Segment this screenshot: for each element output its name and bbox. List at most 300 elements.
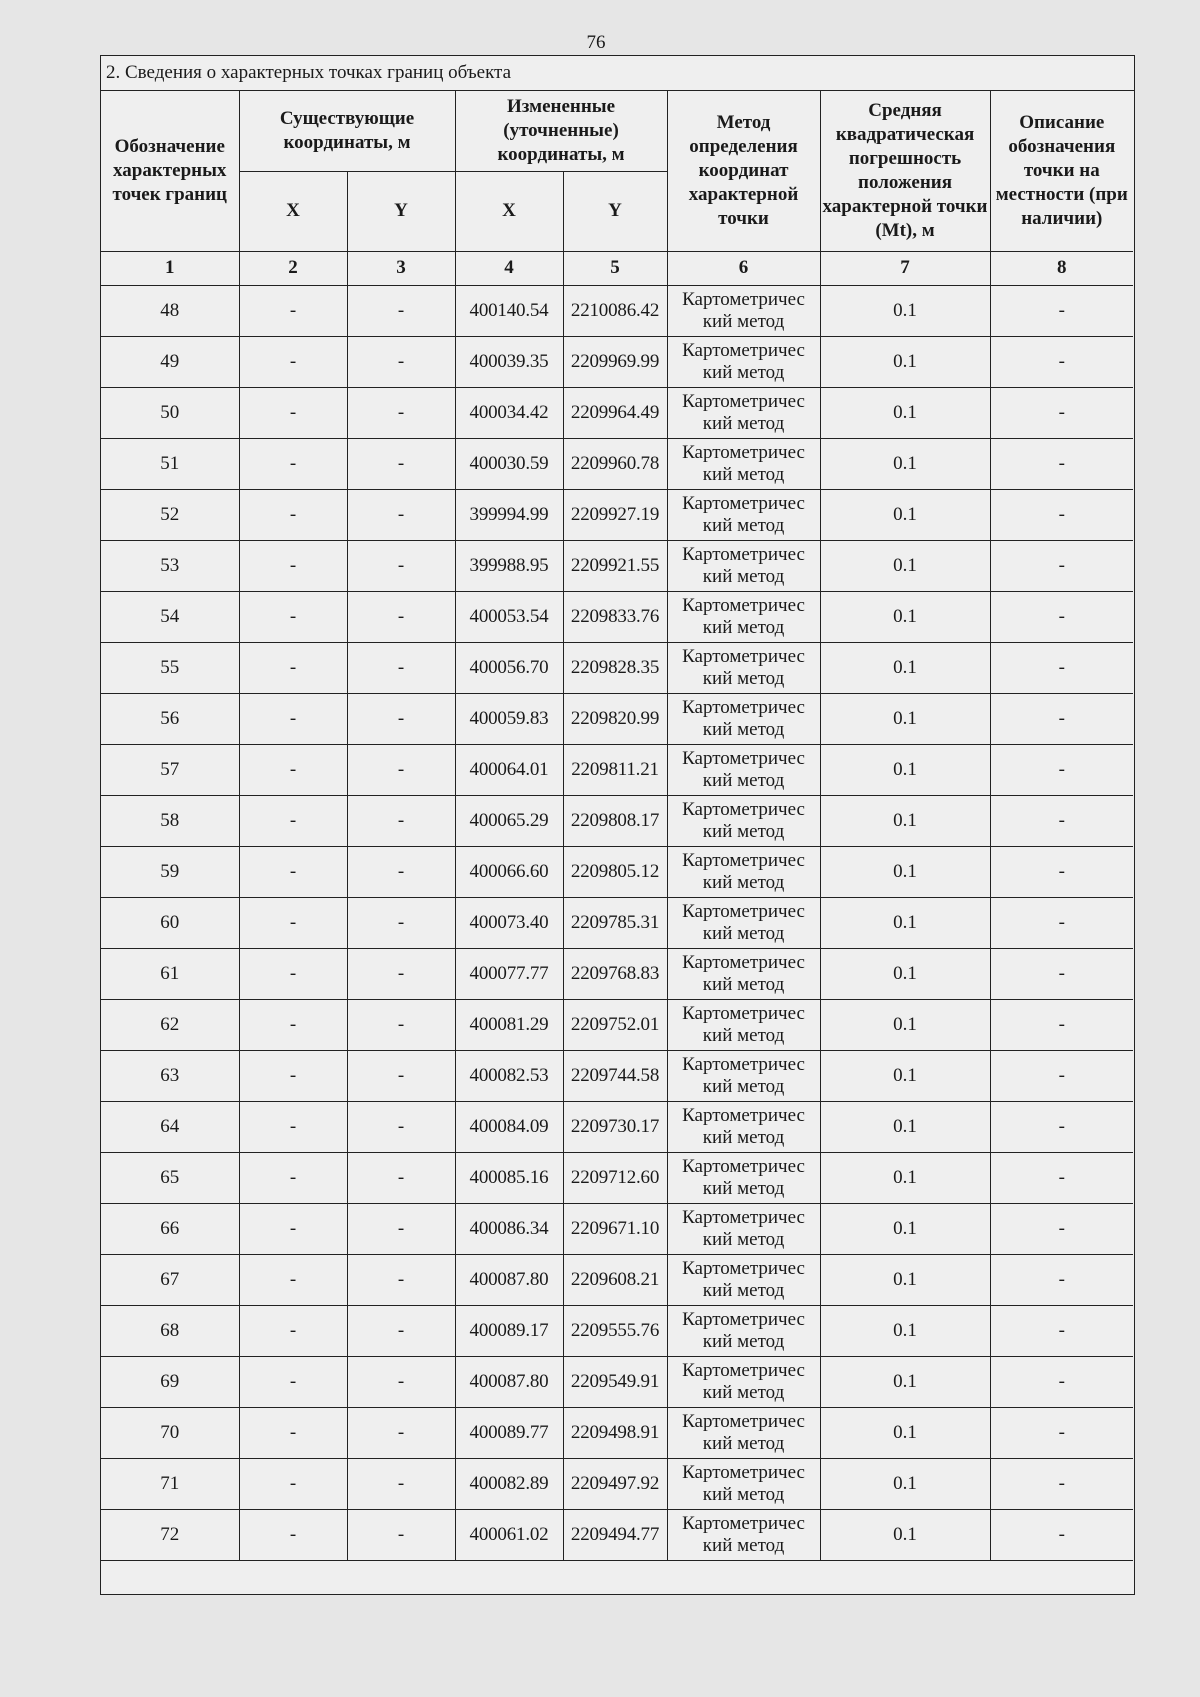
description-cell: - [990, 948, 1133, 999]
method-text-line-1: Картометричес [682, 390, 805, 412]
header-changed-coordinates: Измененные (уточненные) координаты, м [455, 91, 667, 171]
changed-y-cell: 2209785.31 [563, 897, 667, 948]
changed-y-cell: 2209927.19 [563, 489, 667, 540]
method-text-line-1: Картометричес [682, 645, 805, 667]
description-cell: - [990, 642, 1133, 693]
description-cell: - [990, 1356, 1133, 1407]
point-number-cell: 70 [101, 1407, 239, 1458]
description-cell: - [990, 1254, 1133, 1305]
changed-x-cell: 399994.99 [455, 489, 563, 540]
existing-y-cell: - [347, 1050, 455, 1101]
method-cell [667, 744, 820, 795]
error-cell: 0.1 [820, 897, 990, 948]
error-cell: 0.1 [820, 1050, 990, 1101]
changed-x-cell: 399988.95 [455, 540, 563, 591]
table-row [101, 897, 1133, 948]
changed-x-cell: 400089.77 [455, 1407, 563, 1458]
error-cell: 0.1 [820, 285, 990, 336]
existing-x-cell: - [239, 999, 347, 1050]
table-row [101, 642, 1133, 693]
method-text-line-1: Картометричес [682, 1461, 805, 1483]
method-cell [667, 897, 820, 948]
header-existing-coordinates: Существующие координаты, м [239, 91, 455, 171]
point-number-cell: 63 [101, 1050, 239, 1101]
method-text-line-2: кий метод [702, 361, 785, 383]
table-row [101, 744, 1133, 795]
description-cell: - [990, 999, 1133, 1050]
method-text-line-2: кий метод [702, 1075, 785, 1097]
table-row [101, 999, 1133, 1050]
page-number: 76 [586, 32, 606, 53]
table-row [101, 591, 1133, 642]
existing-x-cell: - [239, 1356, 347, 1407]
existing-y-cell: - [347, 1152, 455, 1203]
column-number: 2 [239, 251, 347, 285]
description-cell: - [990, 438, 1133, 489]
existing-y-cell: - [347, 540, 455, 591]
changed-x-cell: 400065.29 [455, 795, 563, 846]
changed-y-cell: 2209497.92 [563, 1458, 667, 1509]
description-cell: - [990, 897, 1133, 948]
error-cell: 0.1 [820, 438, 990, 489]
section-title: 2. Сведения о характерных точках границ объекта [101, 56, 1134, 91]
method-cell [667, 1509, 820, 1560]
point-number-cell: 53 [101, 540, 239, 591]
existing-x-cell: - [239, 489, 347, 540]
method-cell [667, 948, 820, 999]
method-text-line-2: кий метод [702, 1279, 785, 1301]
table-row [101, 795, 1133, 846]
method-text-line-2: кий метод [702, 973, 785, 995]
point-number-cell: 60 [101, 897, 239, 948]
method-cell [667, 387, 820, 438]
changed-y-cell: 2209768.83 [563, 948, 667, 999]
column-number: 8 [990, 251, 1133, 285]
method-text-line-2: кий метод [702, 1330, 785, 1352]
header-designation: Обозначение характерных точек границ [101, 91, 239, 251]
changed-x-cell: 400089.17 [455, 1305, 563, 1356]
changed-y-cell: 2209752.01 [563, 999, 667, 1050]
method-text-line-1: Картометричес [682, 747, 805, 769]
method-text-line-2: кий метод [702, 1126, 785, 1148]
column-number: 6 [667, 251, 820, 285]
empty-cell [101, 1560, 1133, 1594]
existing-y-cell: - [347, 1509, 455, 1560]
description-cell: - [990, 1101, 1133, 1152]
method-cell [667, 846, 820, 897]
method-cell [667, 1407, 820, 1458]
existing-x-cell: - [239, 1050, 347, 1101]
existing-y-cell: - [347, 693, 455, 744]
description-cell: - [990, 1305, 1133, 1356]
method-cell [667, 1254, 820, 1305]
method-cell [667, 336, 820, 387]
method-cell [667, 1203, 820, 1254]
error-cell: 0.1 [820, 642, 990, 693]
description-cell: - [990, 1203, 1133, 1254]
header-existing-y: Y [347, 171, 455, 251]
existing-y-cell: - [347, 1458, 455, 1509]
column-number: 5 [563, 251, 667, 285]
description-cell: - [990, 489, 1133, 540]
error-cell: 0.1 [820, 336, 990, 387]
header-description: Описание обозначения точки на местности (при наличии) [990, 91, 1133, 251]
error-cell: 0.1 [820, 1356, 990, 1407]
error-cell: 0.1 [820, 387, 990, 438]
existing-x-cell: - [239, 1203, 347, 1254]
existing-x-cell: - [239, 1509, 347, 1560]
changed-x-cell: 400061.02 [455, 1509, 563, 1560]
point-number-cell: 51 [101, 438, 239, 489]
error-cell: 0.1 [820, 1101, 990, 1152]
changed-y-cell: 2209494.77 [563, 1509, 667, 1560]
method-cell [667, 1356, 820, 1407]
existing-x-cell: - [239, 846, 347, 897]
table-row [101, 693, 1133, 744]
error-cell: 0.1 [820, 1203, 990, 1254]
description-cell: - [990, 540, 1133, 591]
changed-y-cell: 2209921.55 [563, 540, 667, 591]
existing-y-cell: - [347, 387, 455, 438]
method-text-line-1: Картометричес [682, 1512, 805, 1534]
existing-y-cell: - [347, 744, 455, 795]
method-text-line-2: кий метод [702, 922, 785, 944]
changed-x-cell: 400087.80 [455, 1356, 563, 1407]
changed-y-cell: 2210086.42 [563, 285, 667, 336]
existing-y-cell: - [347, 285, 455, 336]
existing-x-cell: - [239, 693, 347, 744]
existing-x-cell: - [239, 540, 347, 591]
existing-y-cell: - [347, 1305, 455, 1356]
description-cell: - [990, 1152, 1133, 1203]
existing-y-cell: - [347, 999, 455, 1050]
error-cell: 0.1 [820, 1254, 990, 1305]
method-text-line-1: Картометричес [682, 1002, 805, 1024]
method-text-line-2: кий метод [702, 1024, 785, 1046]
point-number-cell: 65 [101, 1152, 239, 1203]
changed-y-cell: 2209805.12 [563, 846, 667, 897]
method-text-line-1: Картометричес [682, 1206, 805, 1228]
table-row [101, 1101, 1133, 1152]
changed-y-cell: 2209811.21 [563, 744, 667, 795]
method-text-line-1: Картометричес [682, 1308, 805, 1330]
document-frame [100, 55, 1135, 1595]
method-cell [667, 693, 820, 744]
changed-y-cell: 2209549.91 [563, 1356, 667, 1407]
table-row [101, 540, 1133, 591]
changed-y-cell: 2209671.10 [563, 1203, 667, 1254]
method-cell [667, 1101, 820, 1152]
table-row [101, 387, 1133, 438]
method-text-line-2: кий метод [702, 514, 785, 536]
existing-x-cell: - [239, 795, 347, 846]
method-text-line-1: Картометричес [682, 492, 805, 514]
existing-y-cell: - [347, 336, 455, 387]
header-existing-x: X [239, 171, 347, 251]
table-row [101, 1254, 1133, 1305]
existing-y-cell: - [347, 897, 455, 948]
error-cell: 0.1 [820, 1458, 990, 1509]
method-text-line-1: Картометричес [682, 1410, 805, 1432]
existing-x-cell: - [239, 1152, 347, 1203]
error-cell: 0.1 [820, 1152, 990, 1203]
changed-x-cell: 400064.01 [455, 744, 563, 795]
table-row [101, 285, 1133, 336]
point-number-cell: 50 [101, 387, 239, 438]
table-row [101, 1203, 1133, 1254]
header-changed-y: Y [563, 171, 667, 251]
description-cell: - [990, 591, 1133, 642]
existing-y-cell: - [347, 1203, 455, 1254]
method-text-line-2: кий метод [702, 1381, 785, 1403]
method-text-line-2: кий метод [702, 1483, 785, 1505]
table-row [101, 846, 1133, 897]
existing-x-cell: - [239, 897, 347, 948]
changed-y-cell: 2209964.49 [563, 387, 667, 438]
point-number-cell: 68 [101, 1305, 239, 1356]
method-cell [667, 795, 820, 846]
error-cell: 0.1 [820, 1305, 990, 1356]
changed-x-cell: 400066.60 [455, 846, 563, 897]
method-text-line-2: кий метод [702, 718, 785, 740]
changed-x-cell: 400087.80 [455, 1254, 563, 1305]
description-cell: - [990, 1050, 1133, 1101]
existing-x-cell: - [239, 744, 347, 795]
existing-x-cell: - [239, 1101, 347, 1152]
header-error: Средняя квадратическая погрешность положения характерной точки (Mt), м [820, 91, 990, 251]
point-number-cell: 67 [101, 1254, 239, 1305]
existing-y-cell: - [347, 795, 455, 846]
point-number-cell: 71 [101, 1458, 239, 1509]
method-text-line-1: Картометричес [682, 798, 805, 820]
error-cell: 0.1 [820, 948, 990, 999]
point-number-cell: 69 [101, 1356, 239, 1407]
changed-x-cell: 400030.59 [455, 438, 563, 489]
table-row [101, 1407, 1133, 1458]
method-text-line-1: Картометричес [682, 1359, 805, 1381]
description-cell: - [990, 285, 1133, 336]
changed-x-cell: 400081.29 [455, 999, 563, 1050]
changed-x-cell: 400073.40 [455, 897, 563, 948]
changed-x-cell: 400056.70 [455, 642, 563, 693]
changed-x-cell: 400082.89 [455, 1458, 563, 1509]
method-text-line-2: кий метод [702, 1534, 785, 1556]
description-cell: - [990, 846, 1133, 897]
method-text-line-2: кий метод [702, 667, 785, 689]
changed-y-cell: 2209744.58 [563, 1050, 667, 1101]
method-text-line-1: Картометричес [682, 441, 805, 463]
method-cell [667, 591, 820, 642]
method-cell [667, 1152, 820, 1203]
changed-x-cell: 400086.34 [455, 1203, 563, 1254]
existing-x-cell: - [239, 336, 347, 387]
error-cell: 0.1 [820, 591, 990, 642]
method-text-line-1: Картометричес [682, 339, 805, 361]
error-cell: 0.1 [820, 693, 990, 744]
point-number-cell: 48 [101, 285, 239, 336]
method-text-line-1: Картометричес [682, 1155, 805, 1177]
description-cell: - [990, 1407, 1133, 1458]
column-number: 4 [455, 251, 563, 285]
method-text-line-1: Картометричес [682, 543, 805, 565]
error-cell: 0.1 [820, 1407, 990, 1458]
table-row [101, 1050, 1133, 1101]
point-number-cell: 66 [101, 1203, 239, 1254]
method-text-line-2: кий метод [702, 463, 785, 485]
changed-y-cell: 2209969.99 [563, 336, 667, 387]
method-text-line-2: кий метод [702, 769, 785, 791]
table-row [101, 1509, 1133, 1560]
method-text-line-2: кий метод [702, 1228, 785, 1250]
point-number-cell: 52 [101, 489, 239, 540]
method-text-line-2: кий метод [702, 871, 785, 893]
existing-y-cell: - [347, 1101, 455, 1152]
changed-x-cell: 400085.16 [455, 1152, 563, 1203]
method-text-line-1: Картометричес [682, 1053, 805, 1075]
changed-y-cell: 2209555.76 [563, 1305, 667, 1356]
table-row [101, 1356, 1133, 1407]
point-number-cell: 61 [101, 948, 239, 999]
method-text-line-2: кий метод [702, 412, 785, 434]
table-row [101, 1152, 1133, 1203]
existing-x-cell: - [239, 285, 347, 336]
table-row [101, 438, 1133, 489]
existing-y-cell: - [347, 591, 455, 642]
method-text-line-2: кий метод [702, 1177, 785, 1199]
existing-x-cell: - [239, 1254, 347, 1305]
description-cell: - [990, 693, 1133, 744]
table-body [101, 285, 1133, 1594]
point-number-cell: 59 [101, 846, 239, 897]
changed-x-cell: 400084.09 [455, 1101, 563, 1152]
existing-y-cell: - [347, 438, 455, 489]
method-cell [667, 285, 820, 336]
method-cell [667, 999, 820, 1050]
existing-x-cell: - [239, 1458, 347, 1509]
existing-y-cell: - [347, 1254, 455, 1305]
changed-y-cell: 2209820.99 [563, 693, 667, 744]
existing-x-cell: - [239, 642, 347, 693]
changed-x-cell: 400034.42 [455, 387, 563, 438]
method-text-line-1: Картометричес [682, 951, 805, 973]
error-cell: 0.1 [820, 795, 990, 846]
method-text-line-1: Картометричес [682, 288, 805, 310]
error-cell: 0.1 [820, 999, 990, 1050]
changed-y-cell: 2209712.60 [563, 1152, 667, 1203]
method-cell [667, 489, 820, 540]
method-cell [667, 540, 820, 591]
column-number-row [101, 251, 1133, 285]
table-row [101, 336, 1133, 387]
table-row [101, 1458, 1133, 1509]
changed-y-cell: 2209833.76 [563, 591, 667, 642]
existing-x-cell: - [239, 1305, 347, 1356]
point-number-cell: 49 [101, 336, 239, 387]
changed-y-cell: 2209498.91 [563, 1407, 667, 1458]
error-cell: 0.1 [820, 540, 990, 591]
point-number-cell: 54 [101, 591, 239, 642]
changed-x-cell: 400140.54 [455, 285, 563, 336]
existing-x-cell: - [239, 591, 347, 642]
existing-x-cell: - [239, 948, 347, 999]
changed-y-cell: 2209608.21 [563, 1254, 667, 1305]
point-number-cell: 58 [101, 795, 239, 846]
existing-y-cell: - [347, 642, 455, 693]
existing-y-cell: - [347, 1356, 455, 1407]
method-text-line-2: кий метод [702, 310, 785, 332]
changed-y-cell: 2209828.35 [563, 642, 667, 693]
point-number-cell: 64 [101, 1101, 239, 1152]
existing-x-cell: - [239, 1407, 347, 1458]
method-text-line-1: Картометричес [682, 1104, 805, 1126]
boundary-points-table [101, 91, 1133, 1595]
table-empty-row [101, 1560, 1133, 1594]
changed-y-cell: 2209960.78 [563, 438, 667, 489]
point-number-cell: 72 [101, 1509, 239, 1560]
method-text-line-2: кий метод [702, 1432, 785, 1454]
changed-y-cell: 2209808.17 [563, 795, 667, 846]
method-text-line-2: кий метод [702, 820, 785, 842]
error-cell: 0.1 [820, 846, 990, 897]
method-cell [667, 1305, 820, 1356]
existing-y-cell: - [347, 948, 455, 999]
changed-x-cell: 400039.35 [455, 336, 563, 387]
error-cell: 0.1 [820, 744, 990, 795]
description-cell: - [990, 336, 1133, 387]
description-cell: - [990, 387, 1133, 438]
method-text-line-1: Картометричес [682, 594, 805, 616]
header-changed-x: X [455, 171, 563, 251]
method-cell [667, 1050, 820, 1101]
error-cell: 0.1 [820, 489, 990, 540]
method-cell [667, 1458, 820, 1509]
table-row [101, 948, 1133, 999]
existing-y-cell: - [347, 489, 455, 540]
method-cell [667, 438, 820, 489]
point-number-cell: 57 [101, 744, 239, 795]
header-method: Метод определения координат характерной точки [667, 91, 820, 251]
description-cell: - [990, 795, 1133, 846]
method-text-line-2: кий метод [702, 616, 785, 638]
method-text-line-1: Картометричес [682, 900, 805, 922]
method-text-line-1: Картометричес [682, 1257, 805, 1279]
table-row [101, 489, 1133, 540]
table-row [101, 1305, 1133, 1356]
changed-x-cell: 400059.83 [455, 693, 563, 744]
column-number: 1 [101, 251, 239, 285]
method-text-line-1: Картометричес [682, 849, 805, 871]
existing-y-cell: - [347, 846, 455, 897]
existing-x-cell: - [239, 387, 347, 438]
changed-x-cell: 400082.53 [455, 1050, 563, 1101]
column-number: 3 [347, 251, 455, 285]
changed-x-cell: 400053.54 [455, 591, 563, 642]
description-cell: - [990, 1458, 1133, 1509]
description-cell: - [990, 744, 1133, 795]
point-number-cell: 62 [101, 999, 239, 1050]
description-cell: - [990, 1509, 1133, 1560]
error-cell: 0.1 [820, 1509, 990, 1560]
column-number: 7 [820, 251, 990, 285]
method-text-line-1: Картометричес [682, 696, 805, 718]
point-number-cell: 55 [101, 642, 239, 693]
changed-y-cell: 2209730.17 [563, 1101, 667, 1152]
method-cell [667, 642, 820, 693]
existing-y-cell: - [347, 1407, 455, 1458]
point-number-cell: 56 [101, 693, 239, 744]
method-text-line-2: кий метод [702, 565, 785, 587]
existing-x-cell: - [239, 438, 347, 489]
